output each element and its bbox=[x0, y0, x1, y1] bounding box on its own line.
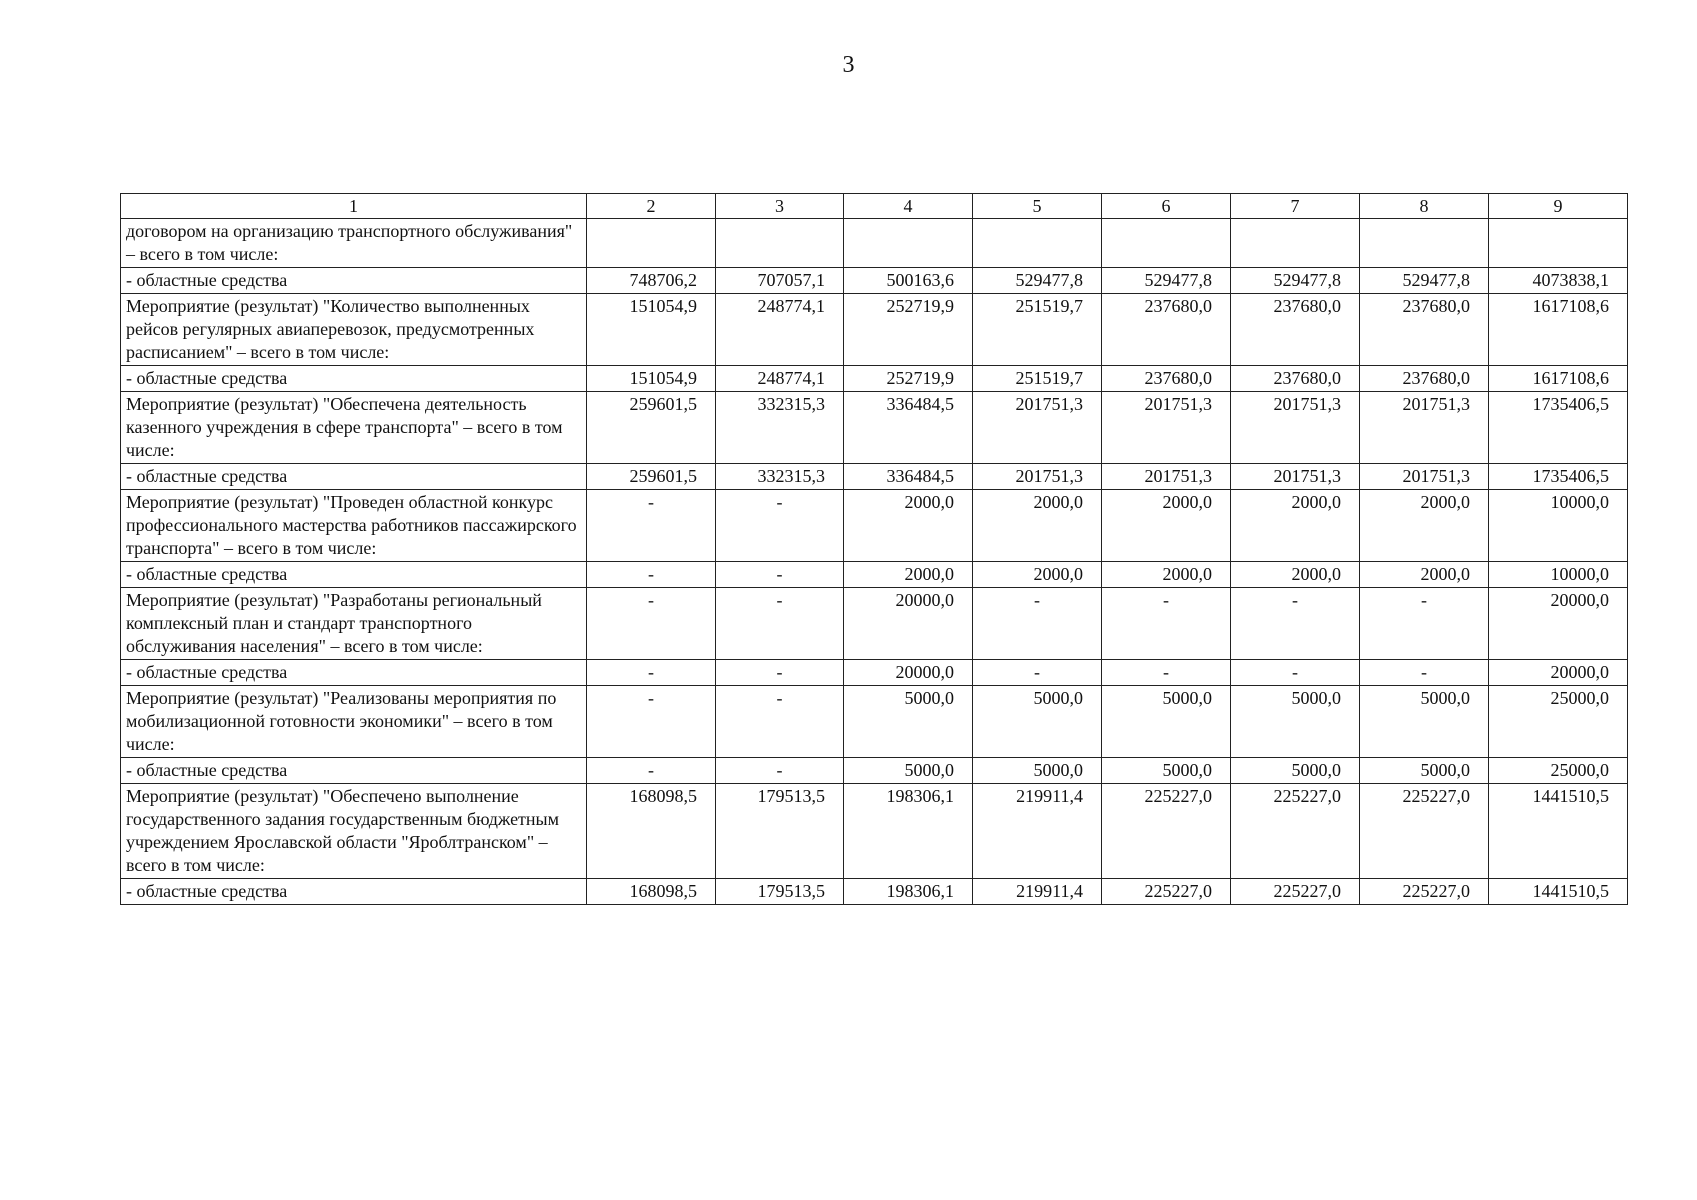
row-label: - областные средства bbox=[121, 879, 587, 905]
row-label: Мероприятие (результат) "Обеспечено выполнение государственного задания государственным бюджетным учреждением Ярославской области "Яроблтранском" – всего в том числе: bbox=[121, 784, 587, 879]
value-cell bbox=[844, 219, 973, 268]
value-cell: 225227,0 bbox=[1231, 784, 1360, 879]
value-cell: 225227,0 bbox=[1231, 879, 1360, 905]
value-cell: 529477,8 bbox=[1360, 268, 1489, 294]
value-cell: 225227,0 bbox=[1102, 784, 1231, 879]
row-label: Мероприятие (результат) "Количество выполненных рейсов регулярных авиаперевозок, предусмотренных расписанием" – всего в том числе: bbox=[121, 294, 587, 366]
value-cell: 20000,0 bbox=[1489, 660, 1628, 686]
column-header-6: 6 bbox=[1102, 194, 1231, 219]
value-cell: - bbox=[716, 588, 844, 660]
value-cell: 20000,0 bbox=[844, 660, 973, 686]
row-label: - областные средства bbox=[121, 268, 587, 294]
value-cell: 5000,0 bbox=[1102, 686, 1231, 758]
row-label: Мероприятие (результат) "Реализованы мероприятия по мобилизационной готовности экономики" – всего в том числе: bbox=[121, 686, 587, 758]
value-cell: - bbox=[973, 660, 1102, 686]
value-cell: 5000,0 bbox=[844, 686, 973, 758]
value-cell: 332315,3 bbox=[716, 464, 844, 490]
value-cell: 500163,6 bbox=[844, 268, 973, 294]
table-row bbox=[121, 294, 1628, 366]
value-cell: 237680,0 bbox=[1102, 366, 1231, 392]
value-cell: 151054,9 bbox=[587, 294, 716, 366]
value-cell: 529477,8 bbox=[1231, 268, 1360, 294]
value-cell: 10000,0 bbox=[1489, 562, 1628, 588]
value-cell: 179513,5 bbox=[716, 784, 844, 879]
value-cell: - bbox=[587, 490, 716, 562]
value-cell: 2000,0 bbox=[1360, 490, 1489, 562]
value-cell bbox=[587, 219, 716, 268]
value-cell: - bbox=[1102, 660, 1231, 686]
table-row bbox=[121, 392, 1628, 464]
value-cell: 5000,0 bbox=[1360, 758, 1489, 784]
row-label: Мероприятие (результат) "Проведен областной конкурс профессионального мастерства работников пассажирского транспорта" – всего в том числе: bbox=[121, 490, 587, 562]
value-cell: 248774,1 bbox=[716, 294, 844, 366]
value-cell: 225227,0 bbox=[1360, 784, 1489, 879]
value-cell: - bbox=[587, 686, 716, 758]
table-body bbox=[121, 194, 1628, 905]
value-cell: 219911,4 bbox=[973, 784, 1102, 879]
value-cell: 5000,0 bbox=[1102, 758, 1231, 784]
value-cell: 707057,1 bbox=[716, 268, 844, 294]
table-row bbox=[121, 758, 1628, 784]
value-cell: - bbox=[716, 686, 844, 758]
value-cell: 25000,0 bbox=[1489, 686, 1628, 758]
value-cell: 336484,5 bbox=[844, 464, 973, 490]
value-cell: 2000,0 bbox=[844, 562, 973, 588]
value-cell: 151054,9 bbox=[587, 366, 716, 392]
value-cell: 201751,3 bbox=[1360, 464, 1489, 490]
value-cell: 259601,5 bbox=[587, 464, 716, 490]
value-cell: 201751,3 bbox=[1231, 392, 1360, 464]
value-cell bbox=[716, 219, 844, 268]
value-cell: - bbox=[716, 660, 844, 686]
value-cell bbox=[1231, 219, 1360, 268]
value-cell: 529477,8 bbox=[973, 268, 1102, 294]
value-cell: - bbox=[716, 758, 844, 784]
value-cell: 237680,0 bbox=[1360, 294, 1489, 366]
value-cell: 237680,0 bbox=[1231, 366, 1360, 392]
column-header-2: 2 bbox=[587, 194, 716, 219]
value-cell: 2000,0 bbox=[1360, 562, 1489, 588]
column-header-9: 9 bbox=[1489, 194, 1628, 219]
value-cell: 5000,0 bbox=[1360, 686, 1489, 758]
table-row bbox=[121, 219, 1628, 268]
value-cell: - bbox=[973, 588, 1102, 660]
value-cell: 25000,0 bbox=[1489, 758, 1628, 784]
value-cell: 5000,0 bbox=[973, 686, 1102, 758]
value-cell: 20000,0 bbox=[1489, 588, 1628, 660]
value-cell bbox=[1360, 219, 1489, 268]
row-label: - областные средства bbox=[121, 464, 587, 490]
value-cell: - bbox=[587, 562, 716, 588]
table-row bbox=[121, 588, 1628, 660]
value-cell bbox=[1489, 219, 1628, 268]
value-cell: - bbox=[587, 588, 716, 660]
value-cell: 332315,3 bbox=[716, 392, 844, 464]
value-cell: 201751,3 bbox=[1231, 464, 1360, 490]
row-label: Мероприятие (результат) "Разработаны региональный комплексный план и стандарт транспортного обслуживания населения" – всего в том числе: bbox=[121, 588, 587, 660]
value-cell: - bbox=[1360, 588, 1489, 660]
value-cell: 225227,0 bbox=[1102, 879, 1231, 905]
value-cell: 179513,5 bbox=[716, 879, 844, 905]
row-label: - областные средства bbox=[121, 562, 587, 588]
value-cell: 336484,5 bbox=[844, 392, 973, 464]
value-cell: 1441510,5 bbox=[1489, 879, 1628, 905]
value-cell: 1735406,5 bbox=[1489, 392, 1628, 464]
value-cell: - bbox=[587, 758, 716, 784]
table-row bbox=[121, 879, 1628, 905]
column-header-7: 7 bbox=[1231, 194, 1360, 219]
table-row bbox=[121, 686, 1628, 758]
value-cell: 201751,3 bbox=[973, 392, 1102, 464]
value-cell: 2000,0 bbox=[1102, 562, 1231, 588]
budget-table bbox=[120, 193, 1628, 905]
row-label: - областные средства bbox=[121, 366, 587, 392]
value-cell: 219911,4 bbox=[973, 879, 1102, 905]
value-cell: - bbox=[1360, 660, 1489, 686]
table-row bbox=[121, 464, 1628, 490]
value-cell: 5000,0 bbox=[973, 758, 1102, 784]
value-cell bbox=[1102, 219, 1231, 268]
value-cell: 1441510,5 bbox=[1489, 784, 1628, 879]
value-cell: 10000,0 bbox=[1489, 490, 1628, 562]
column-header-3: 3 bbox=[716, 194, 844, 219]
table-row bbox=[121, 660, 1628, 686]
value-cell: 252719,9 bbox=[844, 366, 973, 392]
value-cell: 168098,5 bbox=[587, 879, 716, 905]
value-cell: - bbox=[1231, 660, 1360, 686]
value-cell: 4073838,1 bbox=[1489, 268, 1628, 294]
value-cell: 2000,0 bbox=[1231, 490, 1360, 562]
value-cell: 201751,3 bbox=[973, 464, 1102, 490]
value-cell: 201751,3 bbox=[1102, 464, 1231, 490]
table-row bbox=[121, 490, 1628, 562]
value-cell: 1617108,6 bbox=[1489, 366, 1628, 392]
value-cell: 2000,0 bbox=[844, 490, 973, 562]
value-cell: 251519,7 bbox=[973, 366, 1102, 392]
value-cell: 2000,0 bbox=[1102, 490, 1231, 562]
value-cell: 5000,0 bbox=[844, 758, 973, 784]
value-cell: - bbox=[1231, 588, 1360, 660]
value-cell: 237680,0 bbox=[1360, 366, 1489, 392]
header-row bbox=[121, 194, 1628, 219]
value-cell: 529477,8 bbox=[1102, 268, 1231, 294]
value-cell: 2000,0 bbox=[973, 562, 1102, 588]
value-cell: 2000,0 bbox=[1231, 562, 1360, 588]
row-label: - областные средства bbox=[121, 758, 587, 784]
value-cell: 198306,1 bbox=[844, 784, 973, 879]
value-cell: 2000,0 bbox=[973, 490, 1102, 562]
column-header-1: 1 bbox=[121, 194, 587, 219]
value-cell: - bbox=[587, 660, 716, 686]
row-label: договором на организацию транспортного обслуживания" – всего в том числе: bbox=[121, 219, 587, 268]
value-cell: 1617108,6 bbox=[1489, 294, 1628, 366]
value-cell: 237680,0 bbox=[1102, 294, 1231, 366]
value-cell: 259601,5 bbox=[587, 392, 716, 464]
value-cell: 252719,9 bbox=[844, 294, 973, 366]
value-cell: 248774,1 bbox=[716, 366, 844, 392]
value-cell: 201751,3 bbox=[1360, 392, 1489, 464]
value-cell: 168098,5 bbox=[587, 784, 716, 879]
value-cell: - bbox=[1102, 588, 1231, 660]
value-cell: 251519,7 bbox=[973, 294, 1102, 366]
value-cell bbox=[973, 219, 1102, 268]
row-label: - областные средства bbox=[121, 660, 587, 686]
value-cell: 5000,0 bbox=[1231, 686, 1360, 758]
table-row bbox=[121, 366, 1628, 392]
value-cell: 20000,0 bbox=[844, 588, 973, 660]
table-row bbox=[121, 268, 1628, 294]
value-cell: 1735406,5 bbox=[1489, 464, 1628, 490]
value-cell: 5000,0 bbox=[1231, 758, 1360, 784]
value-cell: 225227,0 bbox=[1360, 879, 1489, 905]
value-cell: - bbox=[716, 562, 844, 588]
table-row bbox=[121, 562, 1628, 588]
column-header-8: 8 bbox=[1360, 194, 1489, 219]
value-cell: 237680,0 bbox=[1231, 294, 1360, 366]
column-header-4: 4 bbox=[844, 194, 973, 219]
column-header-5: 5 bbox=[973, 194, 1102, 219]
value-cell: 748706,2 bbox=[587, 268, 716, 294]
table-row bbox=[121, 784, 1628, 879]
value-cell: - bbox=[716, 490, 844, 562]
value-cell: 198306,1 bbox=[844, 879, 973, 905]
row-label: Мероприятие (результат) "Обеспечена деятельность казенного учреждения в сфере транспорта" – всего в том числе: bbox=[121, 392, 587, 464]
page-number: 3 bbox=[842, 52, 855, 78]
value-cell: 201751,3 bbox=[1102, 392, 1231, 464]
